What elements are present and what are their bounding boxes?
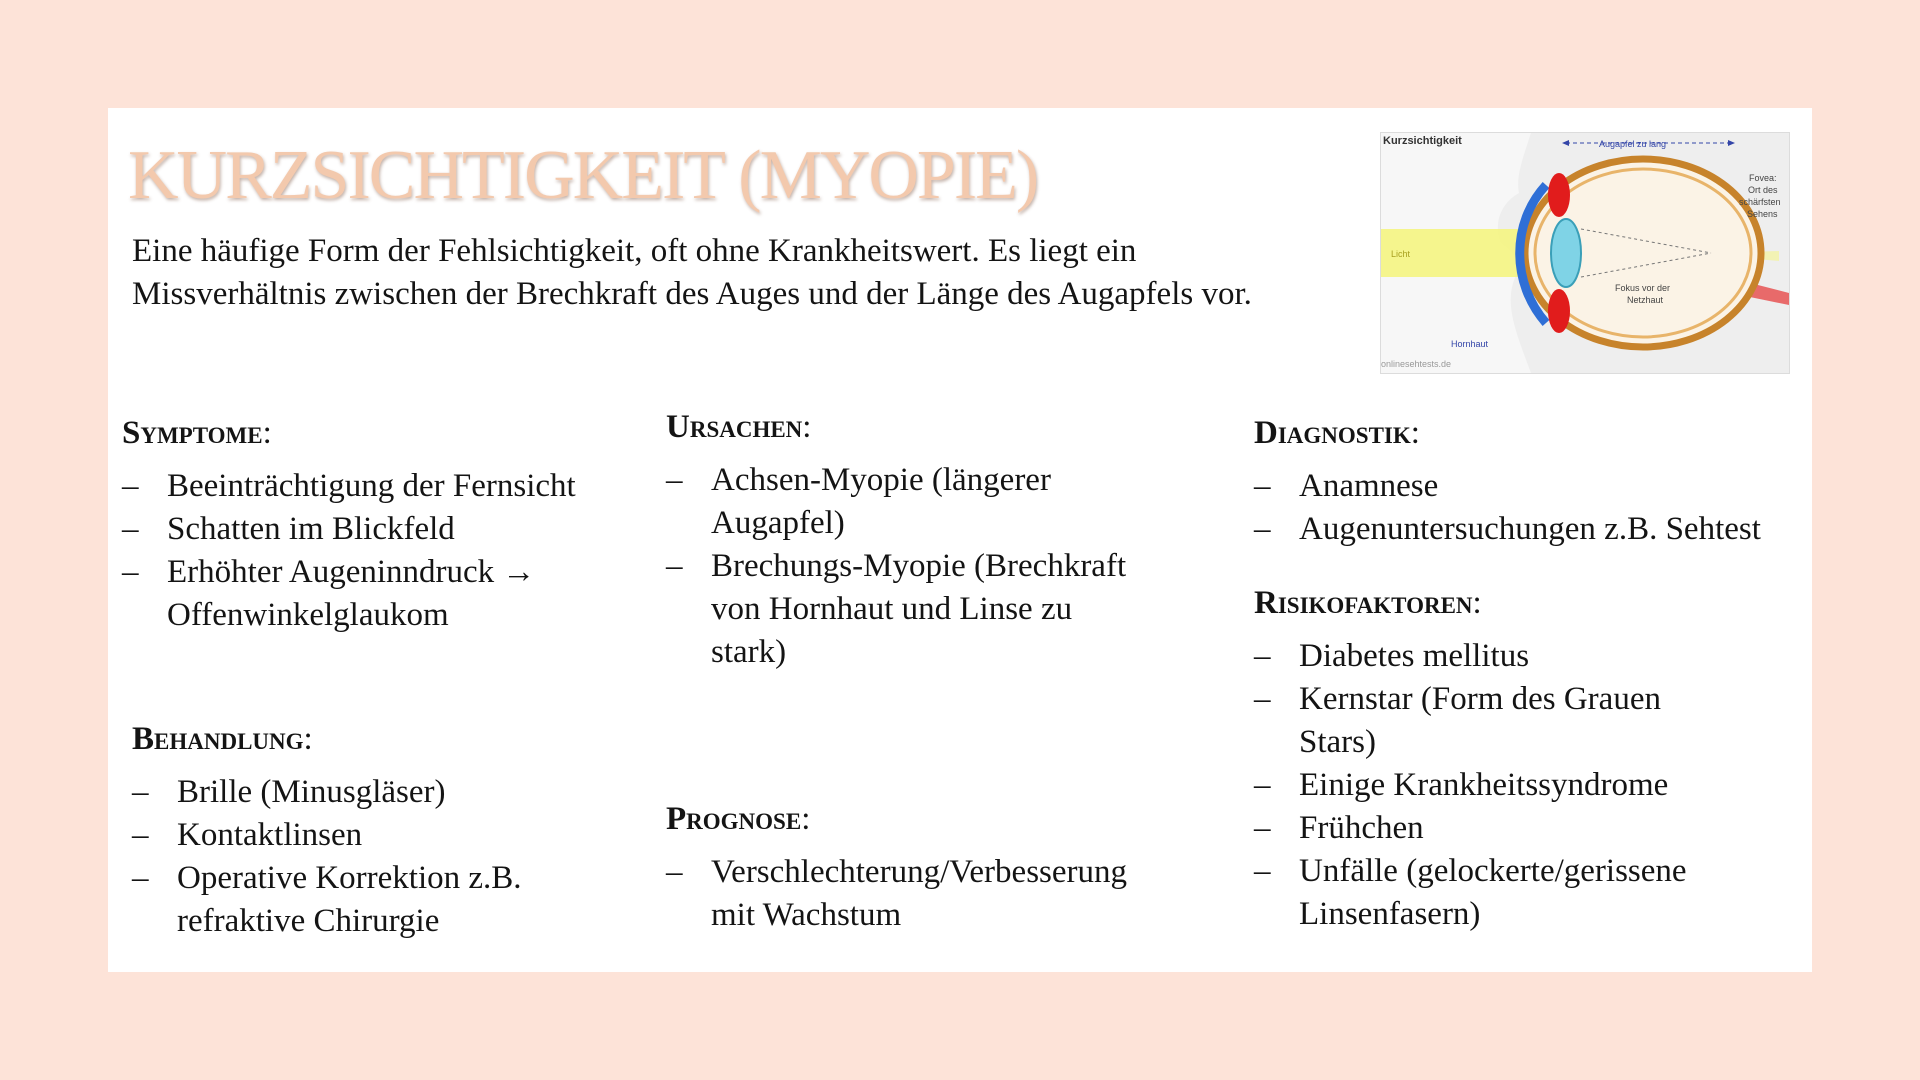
lens — [1551, 219, 1581, 287]
diagram-focus-line1: Fokus vor der — [1615, 283, 1671, 293]
diagram-source: onlinesehtests.de — [1381, 359, 1452, 369]
list-item: – Einige Krankheitssyndrome — [1254, 767, 1669, 803]
content-card — [108, 108, 1812, 972]
list-item: – Brechungs-Myopie (Brechkraft von Hornhaut und Linse zu stark) — [666, 548, 1127, 670]
iris-bottom — [1548, 289, 1570, 333]
ursachen-heading: Ursachen: — [666, 409, 812, 445]
list-item: – Brille (Minusgläser) — [132, 774, 446, 810]
diagnostik-list — [1254, 465, 1804, 551]
section-ursachen — [666, 406, 1186, 674]
prognose-heading: Prognose: — [666, 801, 811, 837]
section-behandlung — [132, 718, 652, 943]
behandlung-list — [132, 771, 652, 943]
list-item: – Diabetes mellitus — [1254, 638, 1530, 674]
list-item: – Achsen-Myopie (längerer Augapfel) — [666, 462, 1051, 541]
diagram-light-label: Licht — [1391, 249, 1411, 259]
intro-text: Eine häufige Form der Fehlsichtigkeit, oft ohne Krankheitswert. Es liegt ein Missverhältnis zwischen der Brechkraft des Auges und der Länge des Augapfels vor. — [132, 233, 1252, 312]
diagnostik-heading: Diagnostik: — [1254, 415, 1420, 451]
list-item: – Erhöhter Augeninndruck → Offenwinkelglaukom — [122, 554, 536, 633]
risikofaktoren-heading: Risikofaktoren: — [1254, 585, 1482, 621]
list-item: – Schatten im Blickfeld — [122, 511, 455, 547]
diagram-fovea-line1: Fovea: — [1749, 173, 1777, 183]
diagram-cornea-label: Hornhaut — [1451, 339, 1489, 349]
iris-top — [1548, 173, 1570, 217]
list-item: – Beeinträchtigung der Fernsicht — [122, 468, 576, 504]
page-title: KURZSICHTIGKEIT (MYOPIE) — [128, 137, 1038, 214]
diagram-focus-line2: Netzhaut — [1627, 295, 1664, 305]
diagram-fovea-line2: Ort des — [1748, 185, 1778, 195]
ursachen-list — [666, 459, 1186, 674]
section-prognose — [666, 798, 1186, 937]
behandlung-heading: Behandlung: — [132, 721, 313, 757]
list-item: – Kontaktlinsen — [132, 817, 363, 853]
prognose-list — [666, 851, 1186, 937]
diagram-title: Kurzsichtigkeit — [1383, 135, 1462, 147]
list-item: – Frühchen — [1254, 810, 1424, 846]
list-item: – Operative Korrektion z.B. refraktive Chirurgie — [132, 860, 522, 939]
symptome-heading: Symptome: — [122, 415, 272, 451]
myopia-eye-diagram — [1380, 132, 1790, 374]
list-item: – Anamnese — [1254, 468, 1439, 504]
diagram-fovea-line3: schärfsten — [1739, 197, 1781, 207]
diagram-fovea-line4: Sehens — [1747, 209, 1778, 219]
section-symptome — [122, 412, 642, 637]
list-item: – Augenuntersuchungen z.B. Sehtest — [1254, 511, 1761, 547]
diagram-length-label: Augapfel zu lang — [1599, 139, 1667, 149]
list-item: – Unfälle (gelockerte/gerissene Linsenfasern) — [1254, 853, 1687, 932]
list-item: – Kernstar (Form des Grauen Stars) — [1254, 681, 1661, 760]
section-diagnostik — [1254, 412, 1804, 551]
section-risikofaktoren — [1254, 582, 1804, 936]
list-item: – Verschlechterung/Verbesserung mit Wachstum — [666, 854, 1128, 933]
risikofaktoren-list — [1254, 635, 1804, 936]
symptome-list — [122, 465, 642, 637]
